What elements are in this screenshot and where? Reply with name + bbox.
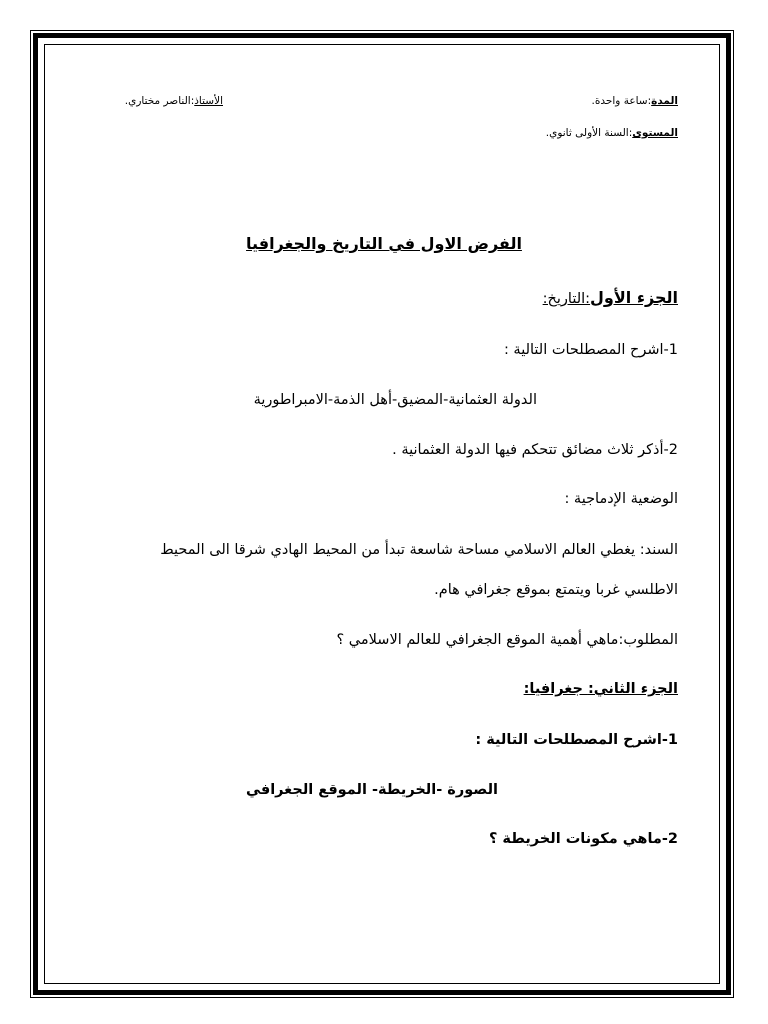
duration-value: :ساعة واحدة.: [591, 95, 652, 107]
situation-heading: الوضعية الإدماجية :: [564, 491, 678, 507]
duration-line: [592, 96, 678, 107]
source-line-1: السند: يغطي العالم الاسلامي مساحة شاسعة تبدأ من المحيط الهادي شرقا الى المحيط: [160, 542, 678, 558]
part1-question-1: 1-اشرح المصطلحات التالية :: [503, 342, 678, 358]
page-border: [33, 33, 731, 995]
teacher-value: :الناصر مختاري.: [124, 95, 195, 107]
teacher-label: الأستاذ: [194, 95, 223, 107]
source-line-2: الاطلسي غربا ويتمتع بموقع جغرافي هام.: [434, 582, 678, 598]
part1-question-2: 2-أذكر ثلاث مضائق تتحكم فيها الدولة العثمانية .: [392, 442, 678, 458]
level-line: [546, 128, 678, 139]
part1-heading-label: الجزء الأول: [590, 288, 678, 307]
part2-terms: الصورة -الخريطة- الموقع الجغرافي: [246, 782, 498, 798]
teacher-line: [125, 96, 223, 107]
part2-question-1: 1-اشرح المصطلحات التالية :: [475, 732, 678, 748]
part2-heading-value: جغرافيا:: [523, 681, 588, 697]
part2-question-2: 2-ماهي مكونات الخريطة ؟: [488, 831, 678, 847]
part1-heading-value: :التاريخ:: [542, 291, 591, 307]
exam-title: الفرض الاول في التاريخ والجغرافيا: [246, 234, 522, 253]
required-question: المطلوب:ماهي أهمية الموقع الجغرافي للعالم الاسلامي ؟: [336, 632, 678, 648]
part2-heading: [524, 682, 678, 697]
part2-heading-label: الجزء الثاني:: [587, 681, 678, 697]
part1-heading: [543, 290, 678, 307]
level-value: :السنة الأولى ثانوي.: [545, 127, 633, 139]
duration-label: المدة: [651, 95, 678, 107]
part1-terms: الدولة العثمانية-المضيق-أهل الذمة-الامبراطورية: [253, 392, 537, 408]
level-label: المستوى: [632, 127, 678, 139]
